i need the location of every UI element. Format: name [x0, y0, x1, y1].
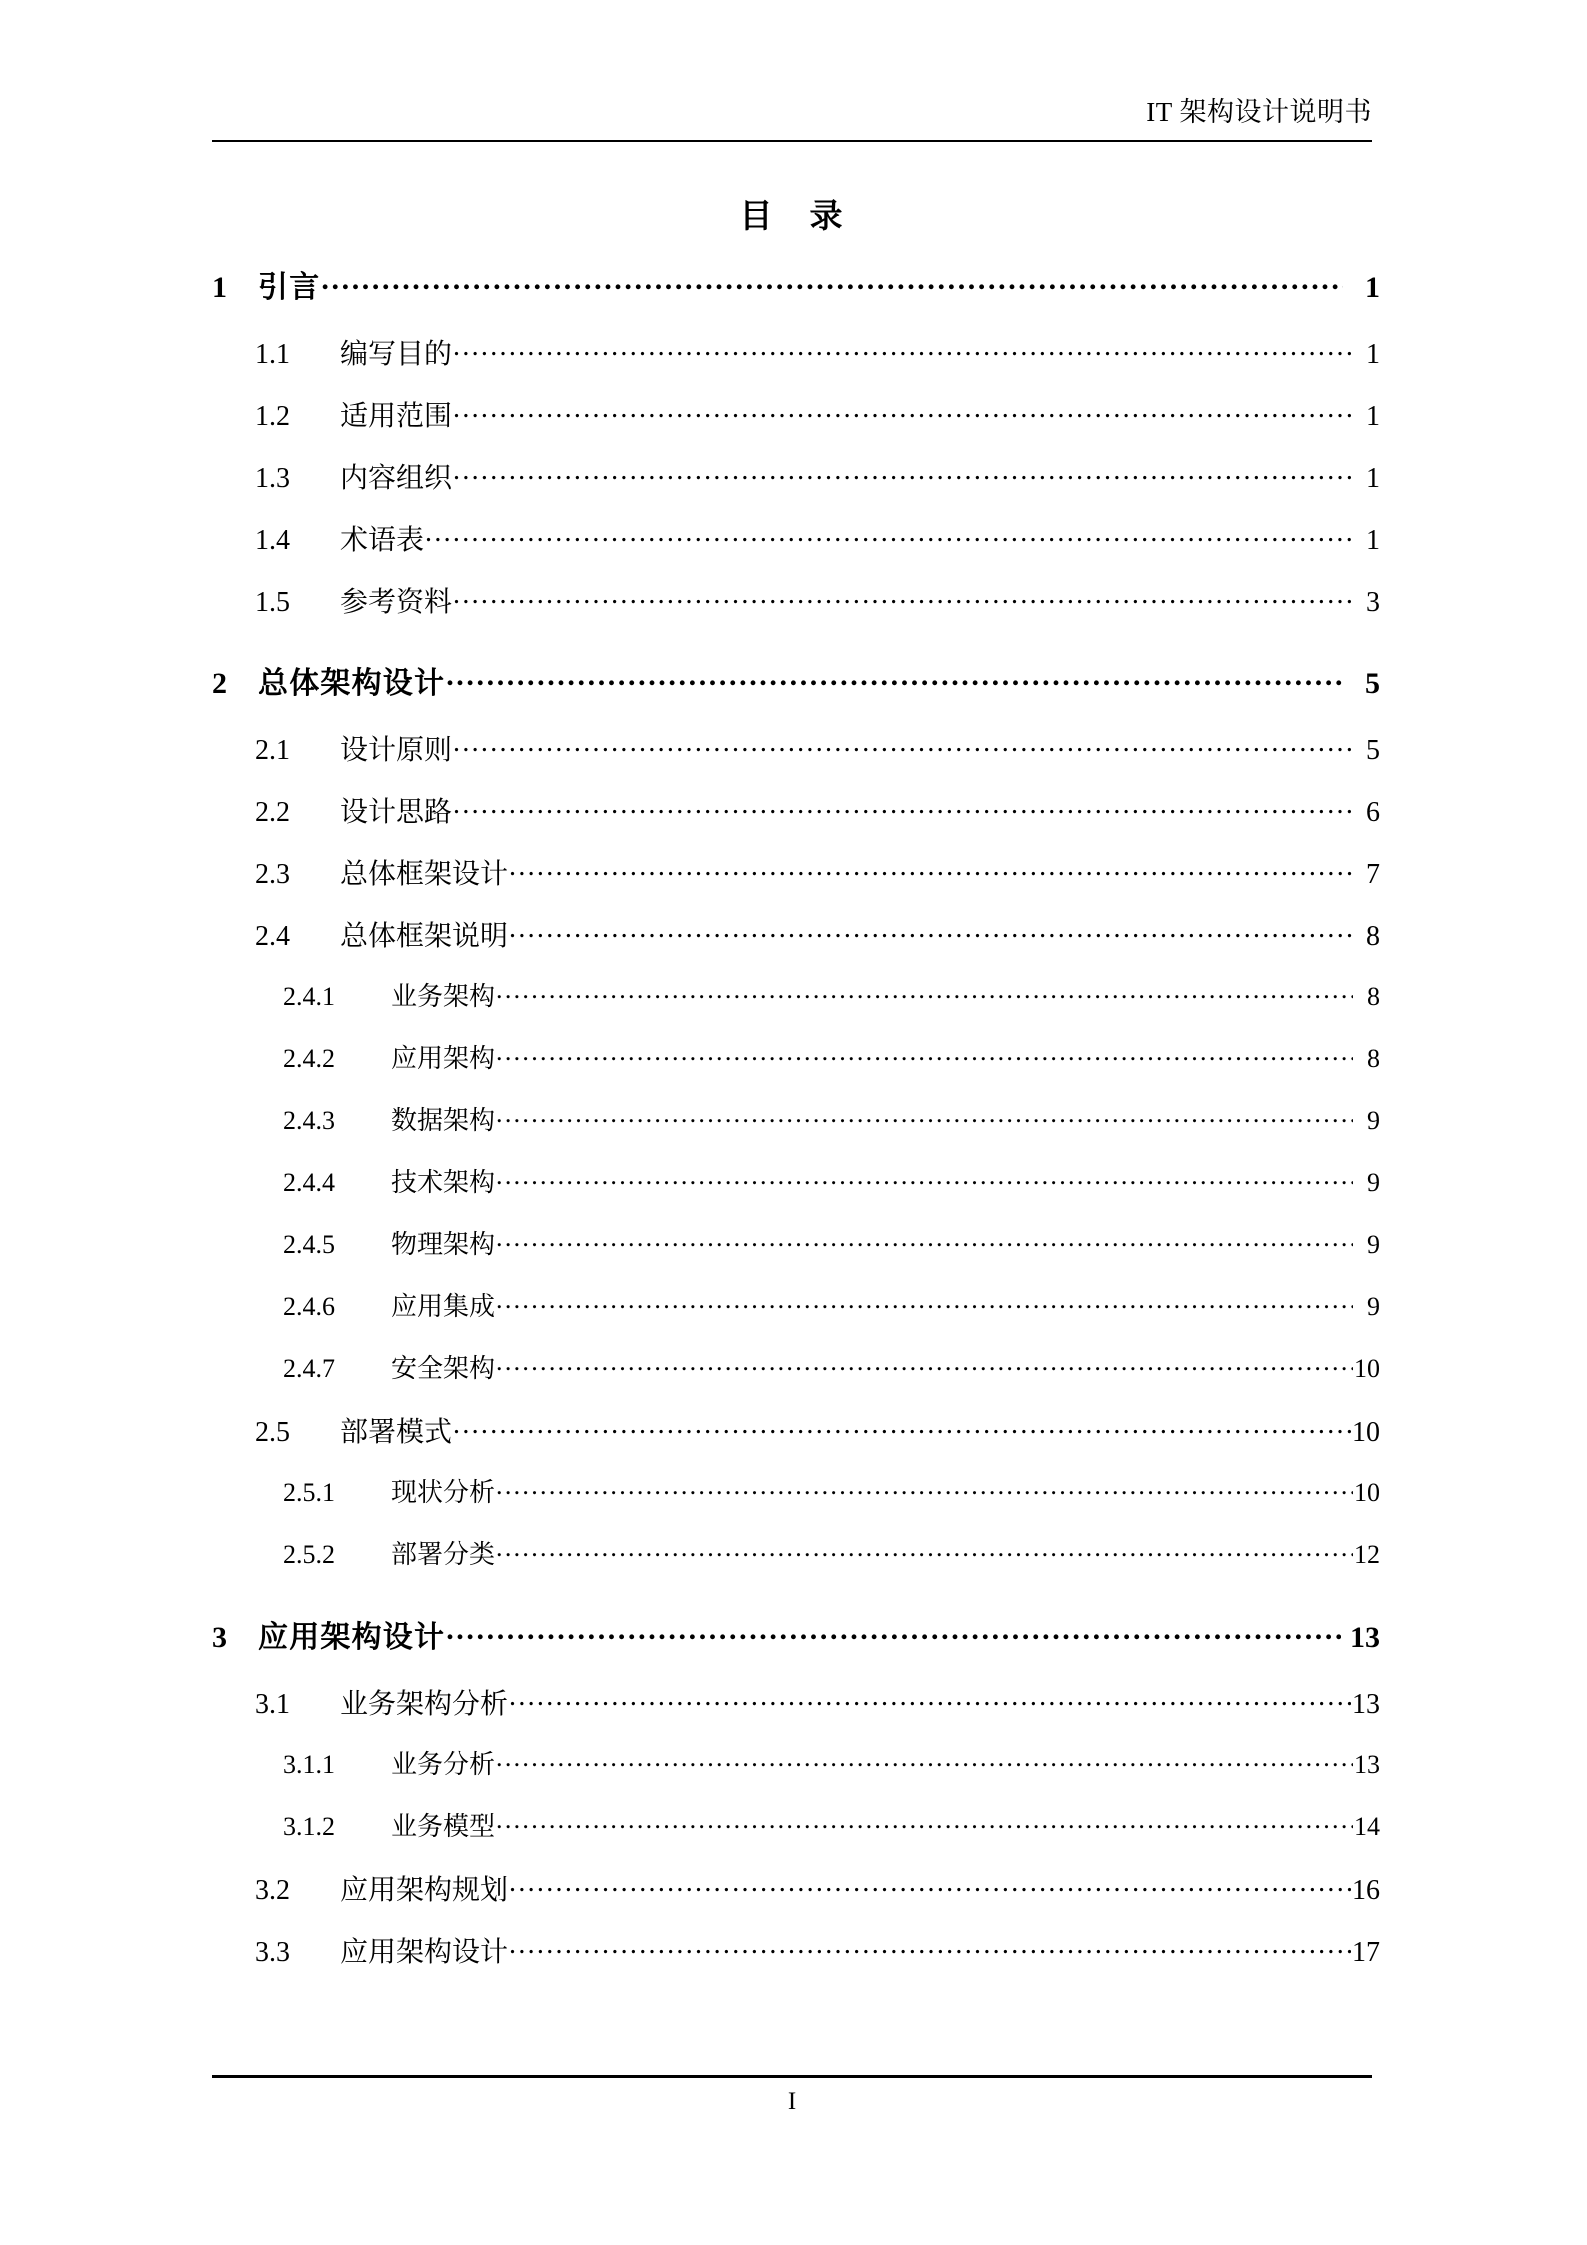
toc-dot-leader: [453, 459, 1353, 487]
toc-entry-number: 1.5: [255, 587, 290, 618]
toc-entry[interactable]: [212, 1286, 1380, 1348]
toc-entry-label: 数据架构: [391, 1106, 496, 1135]
toc-entry-page-number: 1: [1366, 339, 1380, 370]
toc-entry-number: 3.1.2: [283, 1812, 335, 1841]
toc-entry-label: 部署分类: [391, 1540, 496, 1569]
toc-entry[interactable]: [212, 1162, 1380, 1224]
toc-entry[interactable]: [212, 658, 1380, 728]
toc-entry-page-number: 17: [1352, 1937, 1380, 1968]
toc-dot-leader: [453, 731, 1353, 759]
toc-entry-page-number: 9: [1367, 1168, 1380, 1197]
toc-dot-leader: [509, 855, 1353, 883]
toc-entry-label: 总体架构设计: [258, 667, 446, 700]
toc-entry[interactable]: [212, 1224, 1380, 1286]
toc-dot-leader: [496, 1351, 1353, 1377]
toc-entry-label: 部署模式: [340, 1417, 453, 1448]
toc-entry-number: 1.1: [255, 339, 290, 370]
toc-entry-page-number: 16: [1352, 1875, 1380, 1906]
toc-entry-page-number: 8: [1366, 921, 1380, 952]
toc-entry-page-number: 13: [1352, 1689, 1380, 1720]
toc-entry-label: 物理架构: [391, 1230, 496, 1259]
toc-entry[interactable]: [212, 332, 1380, 394]
toc-entry-label: 安全架构: [391, 1354, 496, 1383]
toc-entry-page-number: 1: [1365, 271, 1380, 304]
toc-entry-number: 1.3: [255, 463, 290, 494]
toc-dot-leader: [496, 1227, 1353, 1253]
toc-entry-page-number: 3: [1366, 587, 1380, 618]
toc-entry-label: 业务模型: [391, 1812, 496, 1841]
toc-entry-page-number: 5: [1365, 667, 1380, 700]
toc-entry-page-number: 12: [1354, 1540, 1380, 1569]
header-rule: [212, 140, 1372, 142]
toc-dot-leader: [496, 1165, 1353, 1191]
toc-dot-leader: [453, 793, 1353, 821]
toc-entry[interactable]: [212, 790, 1380, 852]
toc-entry-label: 设计原则: [340, 735, 453, 766]
toc-entry-number: 2: [212, 667, 227, 700]
toc-dot-leader: [509, 917, 1353, 945]
toc-entry-number: 2.4: [255, 921, 290, 952]
toc-entry-page-number: 10: [1354, 1354, 1380, 1383]
toc-dot-leader: [509, 1685, 1351, 1713]
toc-dot-leader: [453, 335, 1353, 363]
toc-dot-leader: [446, 663, 1343, 693]
toc-entry-number: 2.1: [255, 735, 290, 766]
toc-entry[interactable]: [212, 1534, 1380, 1596]
toc-entry-label: 总体框架说明: [340, 921, 509, 952]
toc-dot-leader: [453, 583, 1353, 611]
toc-dot-leader: [509, 1933, 1351, 1961]
toc-entry-page-number: 8: [1367, 1044, 1380, 1073]
toc-entry-number: 2.5: [255, 1417, 290, 1448]
page-title: 目 录: [739, 199, 845, 235]
toc-entry[interactable]: [212, 1348, 1380, 1410]
toc-entry-label: 业务架构: [391, 982, 496, 1011]
toc-entry-page-number: 5: [1366, 735, 1380, 766]
toc-entry-label: 现状分析: [391, 1478, 496, 1507]
toc-entry-label: 内容组织: [340, 463, 453, 494]
footer-rule: [212, 2075, 1372, 2078]
toc-entry-page-number: 7: [1366, 859, 1380, 890]
toc-entry[interactable]: [212, 394, 1380, 456]
toc-entry-page-number: 13: [1350, 1621, 1380, 1654]
toc-dot-leader: [496, 979, 1353, 1005]
toc-entry-number: 3.1: [255, 1689, 290, 1720]
toc-entry-number: 2.2: [255, 797, 290, 828]
toc-entry-number: 1.2: [255, 401, 290, 432]
toc-entry-number: 3: [212, 1621, 227, 1654]
toc-entry[interactable]: [212, 1612, 1380, 1682]
toc-dot-leader: [496, 1103, 1353, 1129]
toc-entry-page-number: 9: [1367, 1230, 1380, 1259]
running-header: IT 架构设计说明书: [1146, 97, 1372, 127]
toc-entry[interactable]: [212, 976, 1380, 1038]
toc-entry-label: 业务分析: [391, 1750, 496, 1779]
toc-dot-leader: [453, 1413, 1351, 1441]
toc-dot-leader: [321, 267, 1343, 297]
toc-entry[interactable]: [212, 518, 1380, 580]
toc-dot-leader: [496, 1809, 1353, 1835]
toc-entry[interactable]: [212, 1410, 1380, 1472]
toc-entry-number: 2.5.1: [283, 1478, 335, 1507]
toc-entry-number: 2.4.2: [283, 1044, 335, 1073]
toc-entry[interactable]: [212, 1868, 1380, 1930]
toc-entry-number: 2.4.5: [283, 1230, 335, 1259]
toc-entry-label: 应用集成: [391, 1292, 496, 1321]
toc-dot-leader: [496, 1289, 1353, 1315]
toc-entry-number: 2.3: [255, 859, 290, 890]
toc-entry[interactable]: [212, 1744, 1380, 1806]
toc-entry-label: 应用架构: [391, 1044, 496, 1073]
toc-entry-page-number: 1: [1366, 525, 1380, 556]
toc-entry-label: 技术架构: [391, 1168, 496, 1197]
toc-entry[interactable]: [212, 456, 1380, 518]
toc-entry-number: 2.5.2: [283, 1540, 335, 1569]
toc-entry[interactable]: [212, 1930, 1380, 1992]
toc-entry-label: 设计思路: [340, 797, 453, 828]
toc-entry-label: 引言: [258, 271, 321, 304]
table-of-contents: [212, 262, 1380, 1992]
toc-entry-number: 3.1.1: [283, 1750, 335, 1779]
toc-dot-leader: [425, 521, 1353, 549]
toc-entry-number: 2.4.3: [283, 1106, 335, 1135]
toc-entry-number: 2.4.4: [283, 1168, 335, 1197]
toc-dot-leader: [496, 1537, 1353, 1563]
toc-entry-label: 业务架构分析: [340, 1689, 509, 1720]
toc-entry-page-number: 10: [1352, 1417, 1380, 1448]
toc-entry-label: 编写目的: [340, 339, 453, 370]
toc-entry-number: 1.4: [255, 525, 290, 556]
toc-dot-leader: [496, 1747, 1353, 1773]
toc-entry-page-number: 8: [1367, 982, 1380, 1011]
toc-entry-label: 参考资料: [340, 587, 453, 618]
toc-entry[interactable]: [212, 728, 1380, 790]
toc-dot-leader: [496, 1475, 1353, 1501]
toc-entry-label: 应用架构规划: [340, 1875, 509, 1906]
toc-entry[interactable]: [212, 914, 1380, 976]
toc-entry[interactable]: [212, 852, 1380, 914]
toc-entry-number: 1: [212, 271, 227, 304]
footer-page-number: I: [787, 2088, 797, 2115]
toc-entry-number: 3.3: [255, 1937, 290, 1968]
toc-entry-label: 总体框架设计: [340, 859, 509, 890]
toc-entry[interactable]: [212, 1038, 1380, 1100]
toc-dot-leader: [509, 1871, 1351, 1899]
toc-entry-number: 2.4.6: [283, 1292, 335, 1321]
toc-entry[interactable]: [212, 1682, 1380, 1744]
toc-entry-page-number: 9: [1367, 1292, 1380, 1321]
toc-entry-label: 应用架构设计: [340, 1937, 509, 1968]
toc-entry-number: 3.2: [255, 1875, 290, 1906]
toc-entry[interactable]: [212, 580, 1380, 642]
toc-entry-page-number: 14: [1354, 1812, 1380, 1841]
toc-dot-leader: [496, 1041, 1353, 1067]
toc-entry-page-number: 10: [1354, 1478, 1380, 1507]
toc-entry-label: 术语表: [340, 525, 425, 556]
toc-dot-leader: [446, 1617, 1341, 1647]
toc-entry-label: 应用架构设计: [258, 1621, 446, 1654]
toc-entry-label: 适用范围: [340, 401, 453, 432]
toc-entry[interactable]: [212, 1472, 1380, 1534]
toc-dot-leader: [453, 397, 1353, 425]
toc-entry-number: 2.4.1: [283, 982, 335, 1011]
toc-entry[interactable]: [212, 1100, 1380, 1162]
toc-entry[interactable]: [212, 1806, 1380, 1868]
toc-entry-page-number: 9: [1367, 1106, 1380, 1135]
toc-entry-page-number: 1: [1366, 401, 1380, 432]
toc-entry[interactable]: [212, 262, 1380, 332]
toc-entry-page-number: 1: [1366, 463, 1380, 494]
toc-entry-page-number: 6: [1366, 797, 1380, 828]
toc-entry-page-number: 13: [1354, 1750, 1380, 1779]
toc-entry-number: 2.4.7: [283, 1354, 335, 1383]
